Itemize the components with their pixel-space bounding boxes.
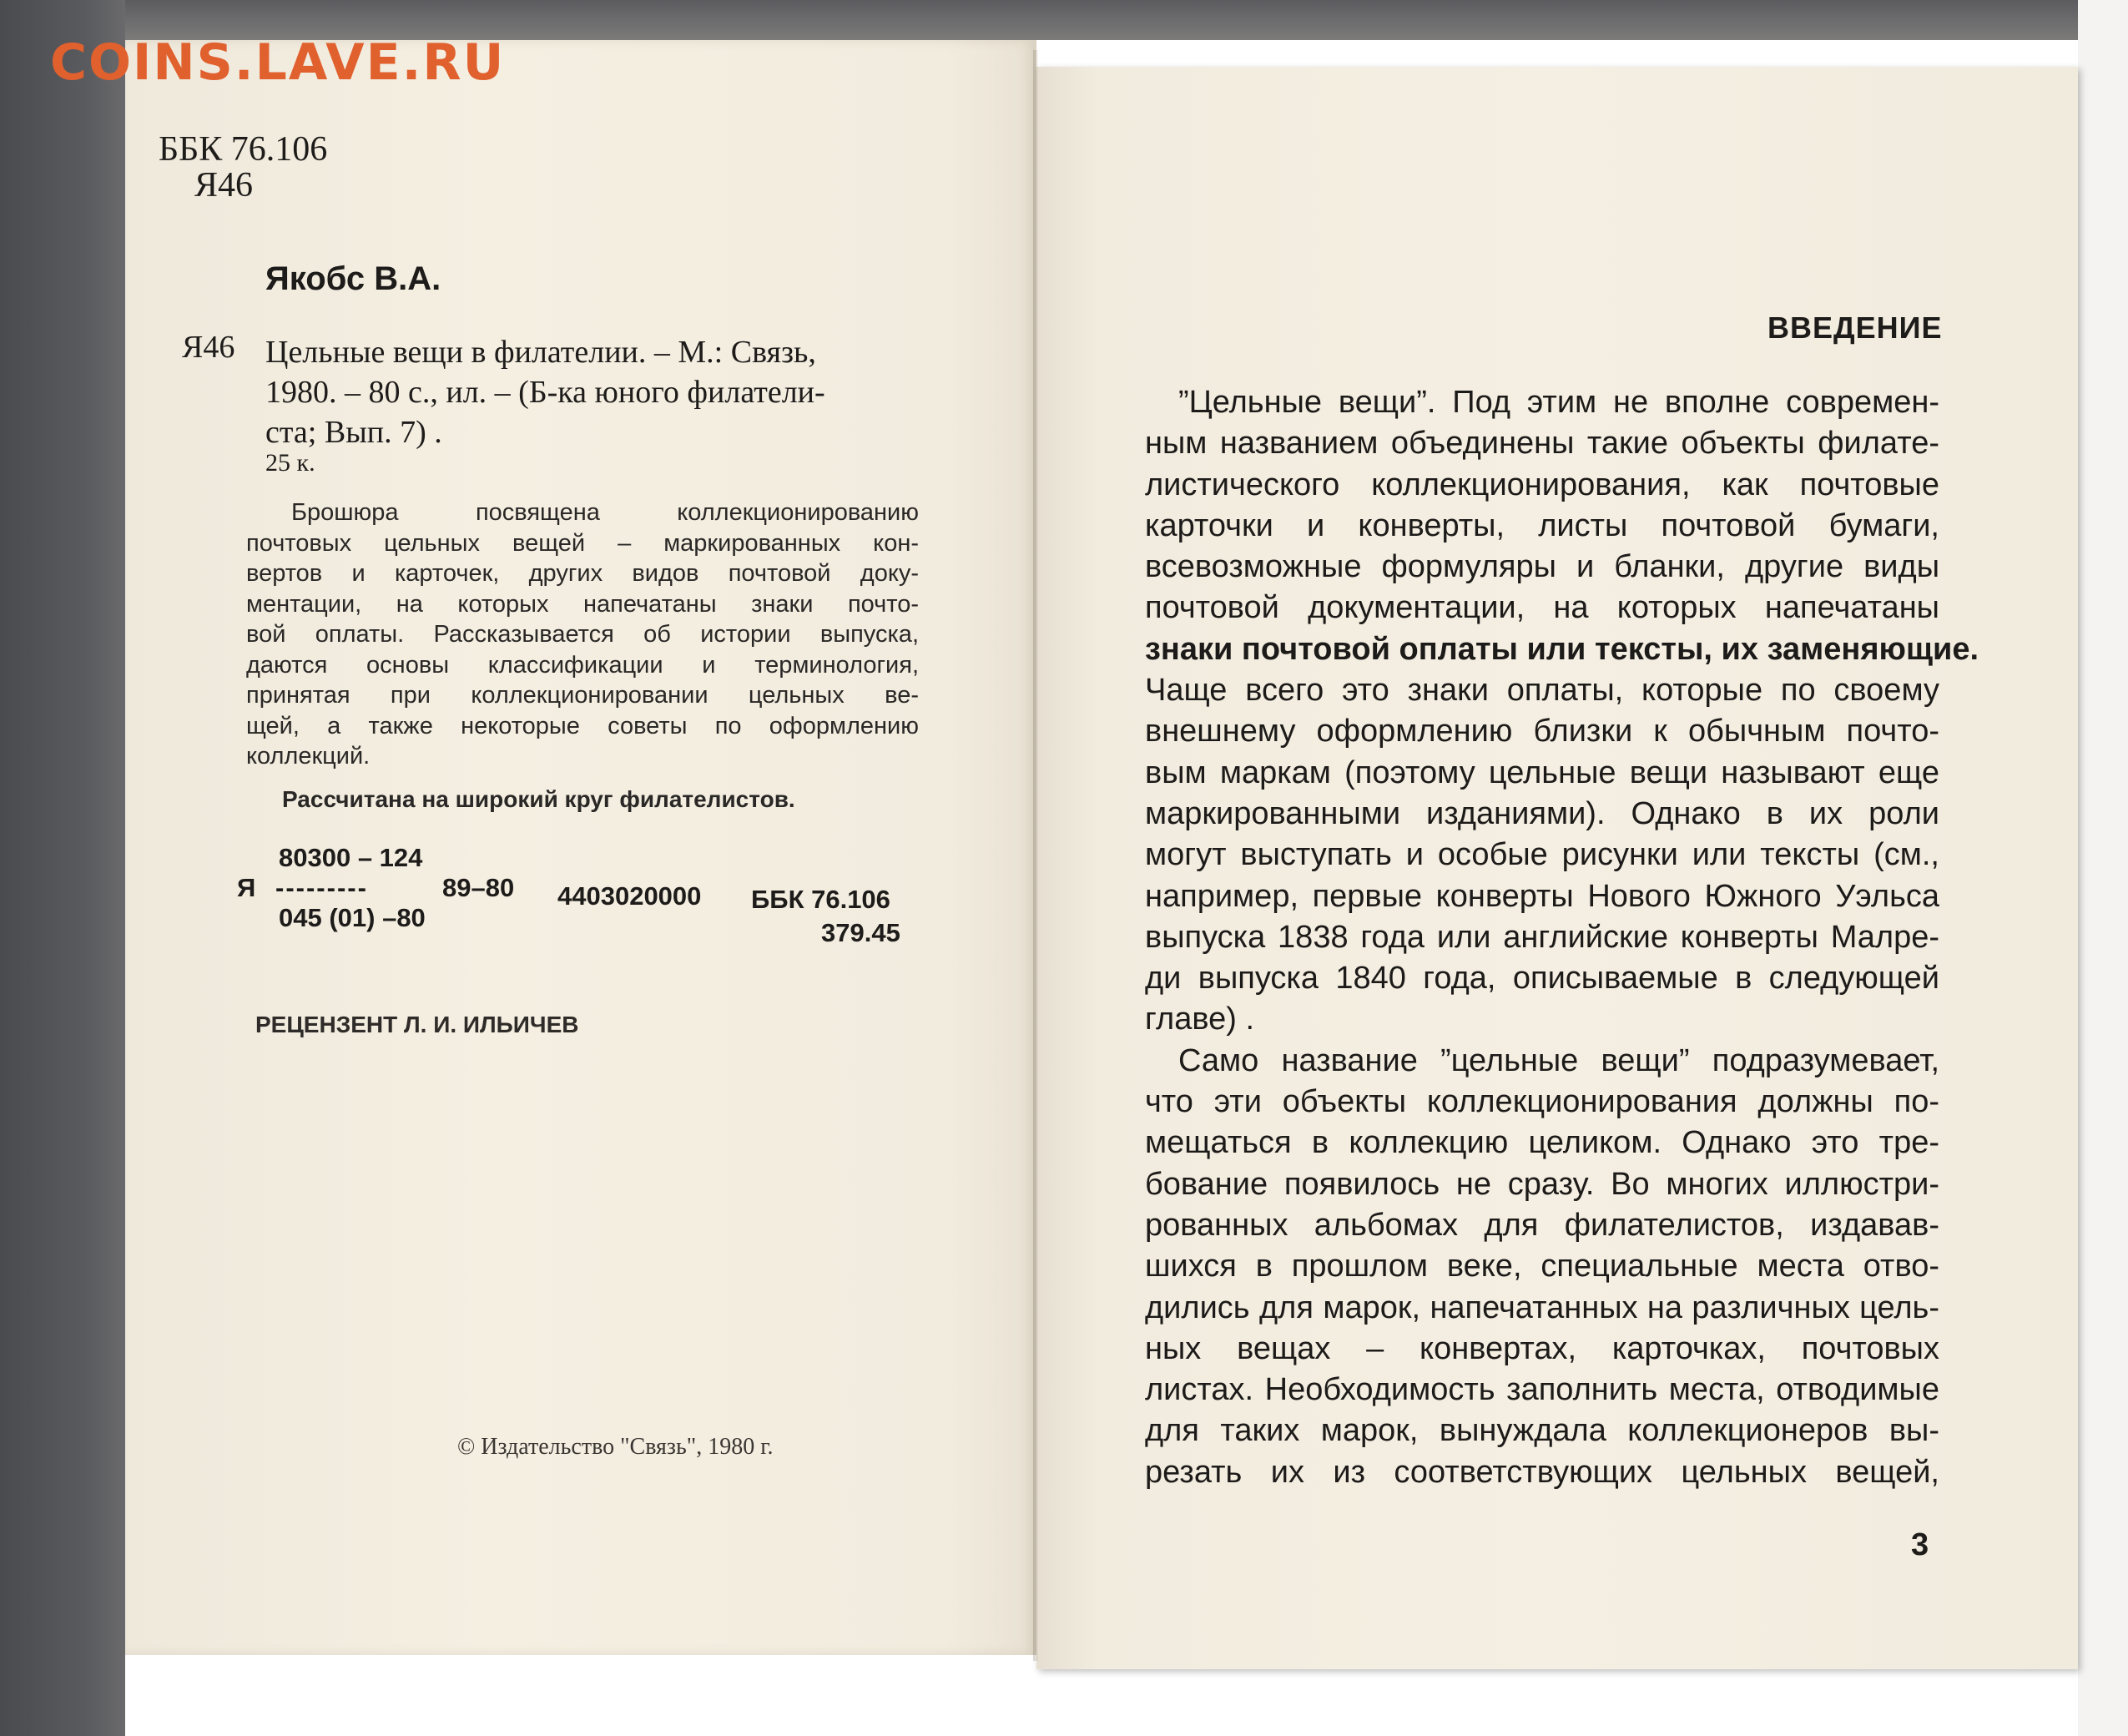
text-line: листического коллекционирования, как почтовые xyxy=(1145,467,1939,502)
text-line: вым маркам (поэтому цельные вещи называют еще xyxy=(1145,754,1939,790)
text-line: рованных альбомах для филателистов, издавав- xyxy=(1145,1207,1939,1243)
text-line: шихся в прошлом веке, специальные места отво- xyxy=(1145,1249,1939,1284)
text-line: Само название ”цельные вещи” подразумевает, xyxy=(1178,1042,1939,1078)
annotation-line: щей, а также некоторые советы по оформлению xyxy=(246,712,919,739)
price: 25 к. xyxy=(265,449,315,477)
annotation-line: принятая при коллекционировании цельных ве- xyxy=(246,682,919,709)
text-line: могут выступать и особые рисунки или тексты (см., xyxy=(1145,837,1939,873)
text-line: листах. Необходимость заполнить места, отводимые xyxy=(1145,1372,1939,1408)
copyright: © Издательство "Связь", 1980 г. xyxy=(457,1434,774,1460)
biblio-line: 1980. – 80 с., ил. – (Б-ка юного филатели- xyxy=(265,375,825,410)
text-line: выпуска 1838 года или английские конверты Малре- xyxy=(1145,919,1939,955)
text-line: внешнему оформлению близки к обычным почто- xyxy=(1145,714,1939,749)
annotation-line: Брошюра посвящена коллекционированию xyxy=(291,499,919,526)
biblio-line: ста; Вып. 7) . xyxy=(265,415,442,450)
index-dashes: --------- xyxy=(275,873,368,902)
annotation-line: коллекций. xyxy=(246,743,371,770)
catalog-code: Я46 xyxy=(194,166,254,204)
annotation-line: вой оплаты. Рассказывается об истории выпуска, xyxy=(246,621,919,648)
body-text xyxy=(1145,382,1979,1493)
text-line: ”Цельные вещи”. Под этим не вполне современ- xyxy=(1178,385,1939,420)
watermark: COINS.LAVE.RU xyxy=(50,33,506,92)
left-page xyxy=(125,40,1036,1655)
index-letter: Я xyxy=(237,873,256,902)
biblio-line: Цельные вещи в филателии. – М.: Связь, xyxy=(265,335,816,370)
text-line: знаки почтовой оплаты или тексты, их заменяющие. xyxy=(1145,631,1979,667)
chapter-heading: ВВЕДЕНИЕ xyxy=(1767,310,1943,345)
annotation-line: ментации, на которых напечатаны знаки почто- xyxy=(246,590,919,618)
text-line: ным названием объединены такие объекты филате- xyxy=(1145,426,1939,462)
text-line: для таких марок, вынуждала коллекционеров вы- xyxy=(1145,1413,1939,1449)
reviewer: РЕЦЕНЗЕНТ Л. И. ИЛЬИЧЕВ xyxy=(255,1012,579,1037)
book-fold xyxy=(1033,50,1038,1661)
scan-background-left xyxy=(0,0,125,1736)
text-line: мещаться в коллекцию целиком. Однако это тре- xyxy=(1145,1125,1939,1161)
text-line: главе) . xyxy=(1145,1002,1254,1037)
entry-code: Я46 xyxy=(182,330,235,365)
text-line: что эти объекты коллекционирования должны по- xyxy=(1145,1084,1939,1120)
audience-note: Рассчитана на широкий круг филателистов. xyxy=(282,786,795,812)
index-number: 4403020000 xyxy=(557,881,702,911)
text-line: резать их из соответствующих цельных вещей, xyxy=(1145,1454,1939,1490)
annotation-line: почтовых цельных вещей – маркированных кон- xyxy=(246,529,919,557)
index-mid: 89–80 xyxy=(442,873,515,902)
text-line: ных вещах – конвертах, карточках, почтовых xyxy=(1145,1330,1939,1366)
text-line: всевозможные формуляры и бланки, другие виды xyxy=(1145,549,1939,585)
annotation-line: вертов и карточек, других видов почтовой доку- xyxy=(246,560,919,587)
text-line: почтовой документации, на которых напечатаны xyxy=(1145,590,1939,626)
index-bbk: ББК 76.106 xyxy=(751,885,890,914)
scan-background-right xyxy=(2078,0,2128,1736)
author: Якобс В.А. xyxy=(265,260,441,297)
text-line: ди выпуска 1840 года, описываемые в следующей xyxy=(1145,961,1939,997)
text-line: например, первые конверты Нового Южного Уэльса xyxy=(1145,878,1939,914)
bibliographic-entry xyxy=(265,332,931,452)
text-line: Чаще всего это знаки оплаты, которые по своему xyxy=(1145,673,1939,709)
page-number: 3 xyxy=(1911,1527,1929,1562)
text-line: маркированными изданиями). Однако в их роли xyxy=(1145,795,1939,831)
text-line: бование появилось не сразу. Во многих иллюстри- xyxy=(1145,1166,1939,1202)
text-line: карточки и конверты, листы почтовой бумаги, xyxy=(1145,507,1939,543)
index-bbk2: 379.45 xyxy=(821,918,900,947)
index-top: 80300 – 124 xyxy=(279,843,423,872)
annotation-line: даются основы классификации и терминология, xyxy=(246,651,919,679)
annotation xyxy=(246,497,919,772)
text-line: дились для марок, напечатанных на различных цель- xyxy=(1145,1289,1939,1325)
index-bottom: 045 (01) –80 xyxy=(279,903,426,932)
bbk-code: ББК 76.106 xyxy=(159,130,328,169)
